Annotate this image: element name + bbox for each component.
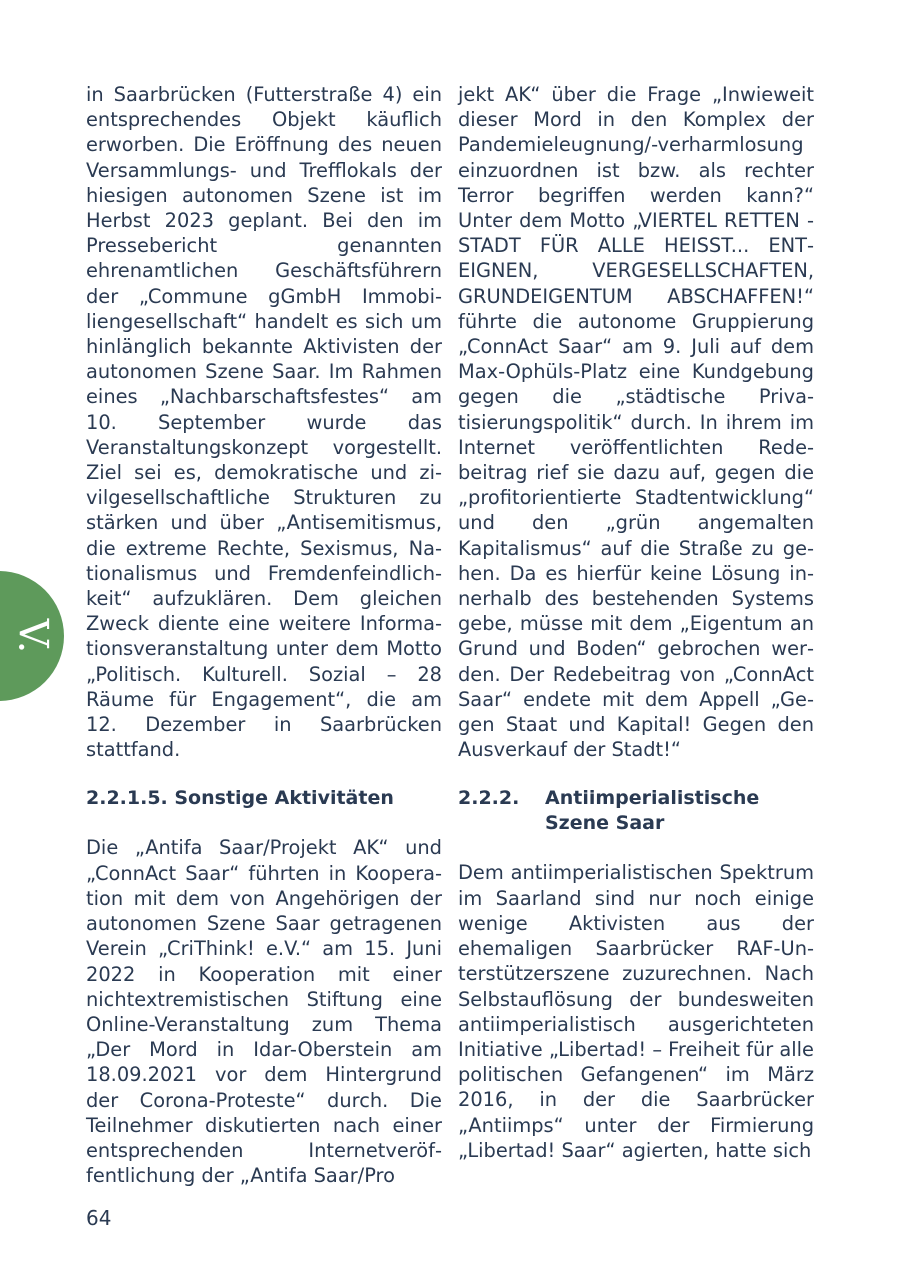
left-paragraph-1: in Saarbrücken (Futterstraße 4) ein entsprechendes Objekt käuflich erworben. Die Eröffnung des neuen Versammlungs- und Trefflokals der hiesigen autonomen Szene ist im Herbst 2023 geplant. Bei den im Pressebericht genannten ehrenamtlichen Geschäftsführern der „Commune gGmbH Immobiliengesellschaft“ handelt es sich um hinlänglich bekannte Aktivisten der autonomen Szene Saar. Im Rahmen eines „Nachbarschaftsfestes“ am 10. September wurde das Veranstaltungskonzept vorgestellt. Ziel sei es, demokratische und zivilgesellschaftliche Strukturen zu stärken und über „Antisemitismus, die extreme Rechte, Sexismus, Nationalismus und Fremdenfeindlichkeit“ aufzuklären. Dem gleichen Zweck diente eine weitere Informationsveranstaltung unter dem Motto „Politisch. Kulturell. Sozial – 28 Räume für Engagement“, die am 12. Dezember in Saarbrücken stattfand. bbox=[86, 83, 442, 762]
page-number: 64 bbox=[86, 1206, 112, 1230]
section-heading-2-2-2 bbox=[458, 786, 814, 836]
section-heading-2-2-1-5: 2.2.1.5. Sonstige Aktivitäten bbox=[86, 787, 394, 810]
left-column bbox=[86, 82, 442, 1188]
chapter-tab-label: V. bbox=[9, 618, 56, 654]
right-column bbox=[458, 82, 814, 1163]
section-number: 2.2.2. bbox=[458, 787, 520, 810]
section-title: Antiimperialistische Szene Saar bbox=[545, 787, 760, 835]
chapter-tab bbox=[0, 571, 64, 701]
right-paragraph-2: Dem antiimperialistischen Spektrum im Saarland sind nur noch einige wenige Aktivisten aus der ehemaligen Saarbrücker RAF-Unterstützerszene zuzurechnen. Nach Selbstauflösung der bundesweiten antiimperialistisch ausgerichteten Initiative „Libertad! – Freiheit für alle politischen Gefangenen“ im März 2016, in der die Saarbrücker „Antiimps“ unter der Firmierung „Libertad! Saar“ agierten, hatte sich bbox=[458, 861, 814, 1162]
right-paragraph-1: jekt AK“ über die Frage „Inwieweit dieser Mord in den Komplex der Pandemieleugnung/-verharmlosung einzuordnen ist bzw. als rechter Terror begriffen werden kann?“ Unter dem Motto „VIERTEL RETTEN - STADT FÜR ALLE HEISST... ENTEIGNEN, VERGESELLSCHAFTEN, GRUNDEIGENTUM ABSCHAFFEN!“ führte die autonome Gruppierung „ConnAct Saar“ am 9. Juli auf dem Max-Ophüls-Platz eine Kundgebung gegen die „städtische Privatisierungspolitik“ durch. In ihrem im Internet veröffentlichten Redebeitrag rief sie dazu auf, gegen die „profitorientierte Stadtentwicklung“ und den „grün angemalten Kapitalismus“ auf die Straße zu gehen. Da es hierfür keine Lösung innerhalb des bestehenden Systems gebe, müsse mit dem „Eigentum an Grund und Boden“ gebrochen werden. Der Redebeitrag von „ConnAct Saar“ endete mit dem Appell „Gegen Staat und Kapital! Gegen den Ausverkauf der Stadt!“ bbox=[458, 83, 814, 762]
left-paragraph-2: Die „Antifa Saar/Projekt AK“ und „ConnAct Saar“ führten in Kooperation mit dem von Angehörigen der autonomen Szene Saar getragenen Verein „CriThink! e.V.“ am 15. Juni 2022 in Kooperation mit einer nichtextremistischen Stiftung eine Online-Veranstaltung zum Thema „Der Mord in Idar-Oberstein am 18.09.2021 vor dem Hintergrund der Corona-Proteste“ durch. Die Teilnehmer diskutierten nach einer entsprechenden Internetveröffentlichung der „Antifa Saar/Pro bbox=[86, 836, 442, 1188]
